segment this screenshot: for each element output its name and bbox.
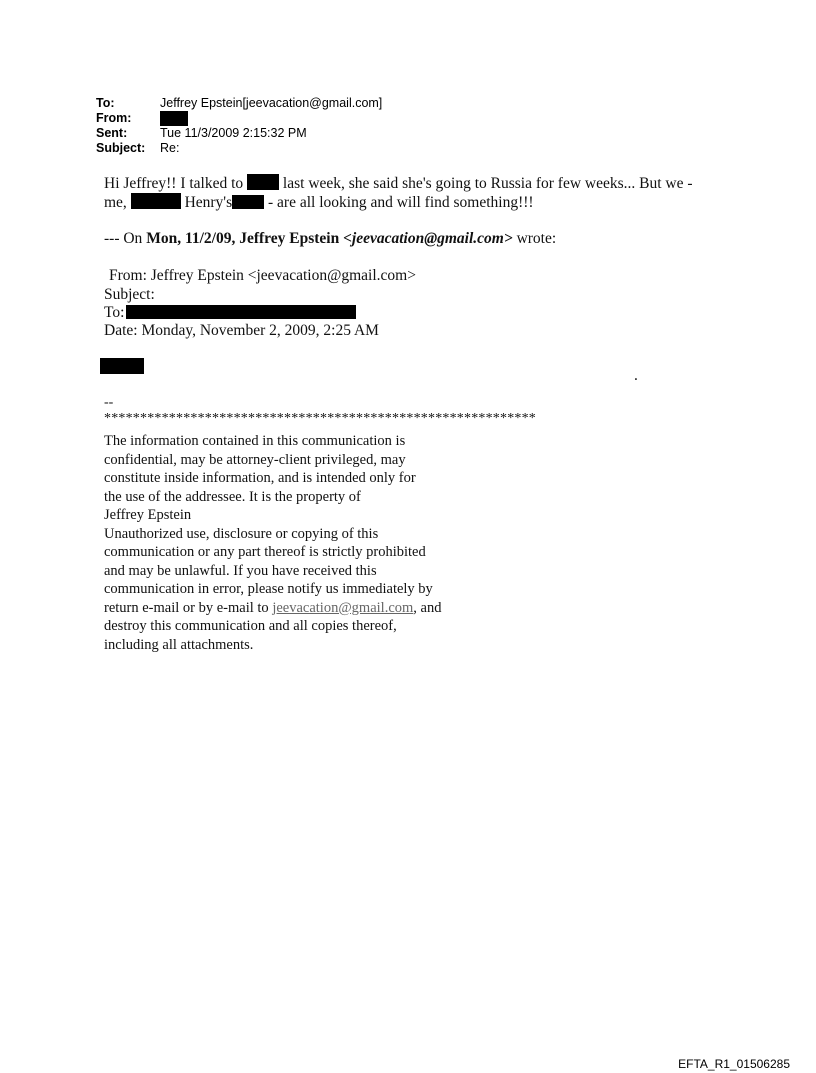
message-line-2 xyxy=(104,193,534,212)
subject-row xyxy=(96,141,382,156)
quote-intro: --- On xyxy=(104,230,143,247)
message-text: Henry's xyxy=(184,194,233,211)
quote-wrote: wrote: xyxy=(516,230,557,247)
message-text: me, xyxy=(104,194,127,211)
sent-label: Sent: xyxy=(96,126,128,140)
disclaimer-line: and may be unlawful. If you have received this xyxy=(104,562,377,579)
subject-value: Re: xyxy=(160,141,180,155)
quoted-subject: Subject: xyxy=(104,286,155,303)
quote-email: <jeevacation@gmail.com> xyxy=(343,230,513,247)
sent-row xyxy=(96,126,382,141)
email-header xyxy=(96,96,382,156)
disclaimer-line: the use of the addressee. It is the property of xyxy=(104,488,361,505)
disclaimer-line: Unauthorized use, disclosure or copying of this xyxy=(104,525,379,542)
disclaimer-line: communication or any part thereof is strictly prohibited xyxy=(104,544,426,560)
message-line-1 xyxy=(104,174,693,193)
quoted-to-line xyxy=(104,303,356,322)
quoted-date: Date: Monday, November 2, 2009, 2:25 AM xyxy=(104,322,379,339)
quoted-to-label: To: xyxy=(104,304,125,321)
to-value: Jeffrey Epstein[jeevacation@gmail.com] xyxy=(160,96,383,110)
quote-date-sender: Mon, 11/2/09, Jeffrey Epstein xyxy=(146,230,340,247)
disclaimer-block xyxy=(104,432,441,654)
from-label: From: xyxy=(96,111,132,125)
disclaimer-line: destroy this communication and all copies thereof, xyxy=(104,618,397,634)
document-id: EFTA_R1_01506285 xyxy=(678,1057,790,1071)
redaction-block xyxy=(100,358,144,374)
sent-value: Tue 11/3/2009 2:15:32 PM xyxy=(160,126,307,140)
stray-dot: . xyxy=(634,367,638,384)
quoted-from: From: Jeffrey Epstein <jeevacation@gmail.com> xyxy=(109,267,416,284)
disclaimer-line: Jeffrey Epstein xyxy=(104,507,192,523)
redaction-block xyxy=(160,111,188,126)
redaction-block xyxy=(126,305,356,319)
disclaimer-line: constitute inside information, and is intended only for xyxy=(104,470,416,486)
redaction-block xyxy=(232,195,264,209)
return-prefix: return e-mail or by e-mail to xyxy=(104,599,269,616)
redaction-block xyxy=(247,174,279,190)
email-link[interactable]: jeevacation@gmail.com xyxy=(272,599,414,616)
disclaimer-line: including all attachments. xyxy=(104,636,254,653)
disclaimer-line: The information contained in this communication is xyxy=(104,433,406,449)
from-row xyxy=(96,111,382,126)
message-text: last week, she said she's going to Russia for few weeks... But we - xyxy=(282,175,693,192)
to-row xyxy=(96,96,382,111)
disclaimer-stars: ************************************************************ xyxy=(104,411,536,426)
message-text: Hi Jeffrey!! I talked to xyxy=(104,175,244,192)
disclaimer-line: confidential, may be attorney-client privileged, may xyxy=(104,451,406,468)
message-text: - are all looking and will find something!!! xyxy=(268,194,534,211)
redaction-block xyxy=(131,193,181,209)
return-suffix: , and xyxy=(413,599,442,616)
disclaimer-line: communication in error, please notify us immediately by xyxy=(104,581,433,597)
disclaimer-return-line xyxy=(104,599,441,618)
to-label: To: xyxy=(96,96,115,110)
subject-label: Subject: xyxy=(96,141,146,155)
signature-dashes: -- xyxy=(104,395,114,410)
quote-intro-line xyxy=(104,229,556,248)
